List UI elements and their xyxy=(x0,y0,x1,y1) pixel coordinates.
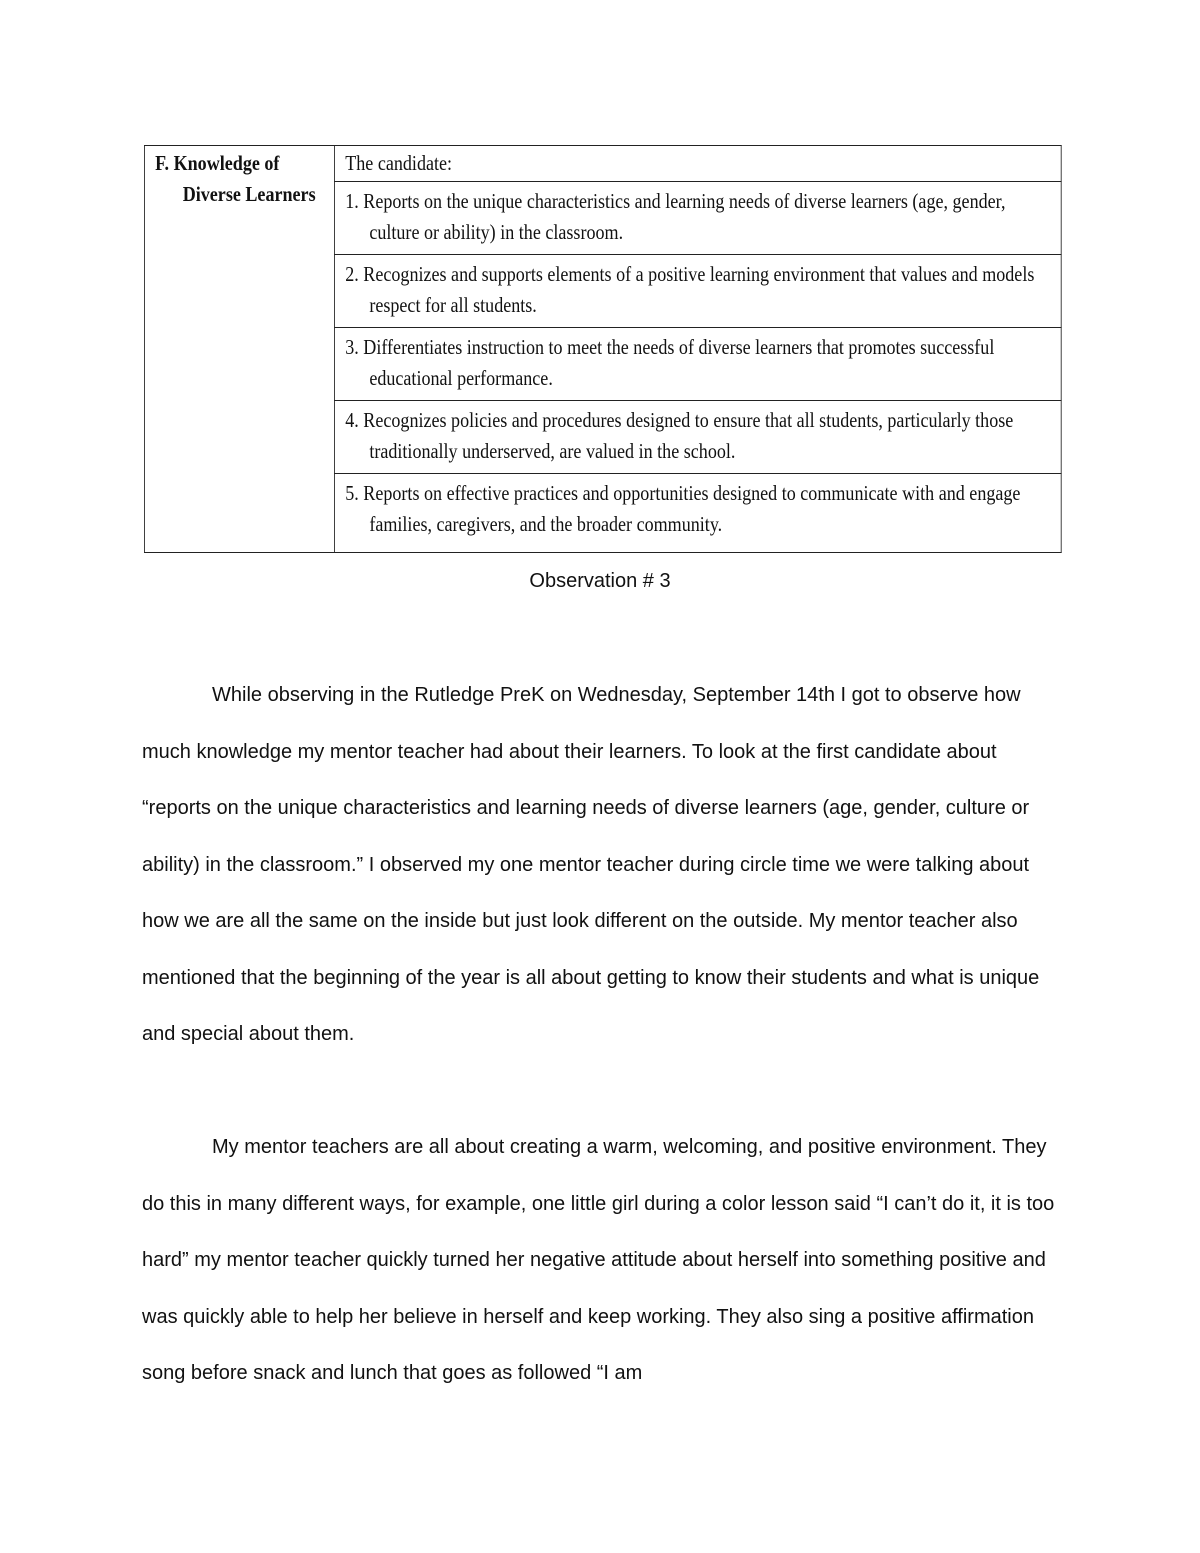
rubric-item-4: 4. Recognizes policies and procedures designed to ensure that all students, particularly those traditionally underserved, are valued in the school. xyxy=(334,401,1061,474)
rubric-item-3: 3. Differentiates instruction to meet the needs of diverse learners that promotes successful educational performance. xyxy=(334,328,1061,401)
rubric-area-line1: F. Knowledge of xyxy=(155,151,280,175)
rubric-header-row xyxy=(144,146,1061,182)
essay-paragraph-1-block xyxy=(142,667,1067,1063)
essay-paragraph-2-block xyxy=(142,1119,1067,1402)
rubric-area-cell xyxy=(144,146,334,553)
rubric-item-2: 2. Recognizes and supports elements of a positive learning environment that values and models respect for all students. xyxy=(334,255,1061,328)
rubric-item-5: 5. Reports on effective practices and opportunities designed to communicate with and engage families, caregivers, and the broader community. xyxy=(334,474,1061,553)
rubric-area-line2: Diverse Learners xyxy=(182,182,316,206)
rubric-header-cell: The candidate: xyxy=(334,146,1061,182)
observation-title: Observation # 3 xyxy=(529,570,671,592)
rubric-item-1: 1. Reports on the unique characteristics and learning needs of diverse learners (age, gender, culture or ability) in the classroom. xyxy=(334,182,1061,255)
rubric-table xyxy=(144,145,1062,553)
essay-paragraph: While observing in the Rutledge PreK on Wednesday, September 14th I got to observe how much knowledge my mentor teacher had about their learners. To look at the first candidate about “reports on the unique characteristics and learning needs of diverse learners (age, gender, culture or ability) in the classroom.” I observed my one mentor teacher during circle time we were talking about how we are all the same on the inside but just look different on the outside. My mentor teacher also mentioned that the beginning of the year is all about getting to know their students and what is unique and special about them. xyxy=(142,684,1040,1045)
essay-paragraph: My mentor teachers are all about creating a warm, welcoming, and positive environment. They do this in many different ways, for example, one little girl during a color lesson said “I can’t do it, it is too hard” my mentor teacher quickly turned her negative attitude about herself into something positive and was quickly able to help her believe in herself and keep working. They also sing a positive affirmation song before snack and lunch that goes as followed “I am xyxy=(142,1136,1055,1384)
